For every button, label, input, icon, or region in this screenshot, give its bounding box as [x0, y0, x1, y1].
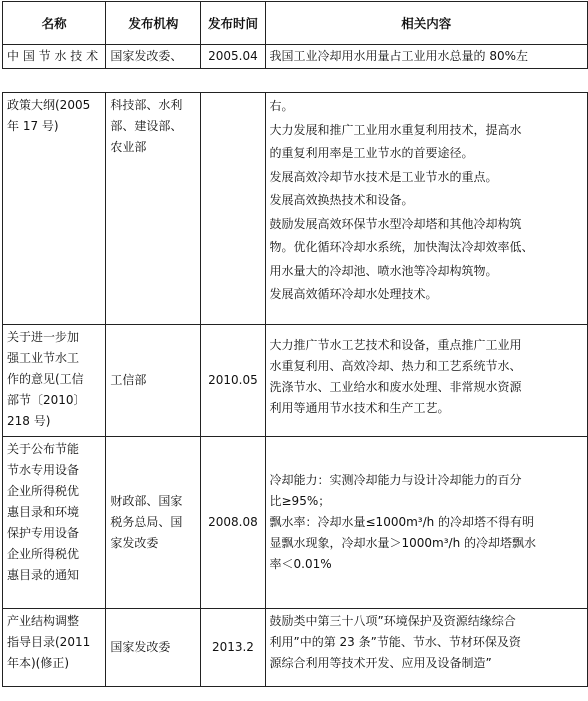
table-row — [3, 609, 588, 687]
policy-table-top — [2, 1, 588, 69]
row-content — [265, 609, 588, 687]
name-line: 强工业节水工 — [7, 351, 80, 365]
row-name — [3, 609, 106, 687]
content-line: 飘水率：冷却水量≤1000m³/h 的冷却塔不得有明 — [269, 515, 535, 529]
name-line: 指导目录(2011 — [7, 635, 91, 649]
content-line: 鼓励发展高效环保节水型冷却塔和其他冷却构筑 — [269, 216, 522, 231]
content-line: 洗涤节水、工业给水和废水处理、非常规水资源 — [269, 380, 522, 394]
header-date: 发布时间 — [201, 2, 265, 45]
row-name — [3, 93, 106, 325]
content-line: 右。 — [269, 99, 294, 113]
header-name: 名称 — [3, 2, 106, 45]
row-date — [201, 93, 265, 325]
name-line: 年本)(修正) — [7, 656, 70, 670]
row-name — [3, 325, 106, 437]
name-line: 节水专用设备 — [7, 463, 80, 477]
name-line: 企业所得税优 — [7, 484, 80, 498]
name-line: 企业所得税优 — [7, 547, 80, 561]
org-line: 国家发改委 — [110, 640, 171, 654]
name-line: 惠目录的通知 — [7, 568, 80, 582]
content-line: 水重复利用、高效冷却、热力和工艺系统节水、 — [269, 359, 522, 373]
org-line: 税务总局、国 — [110, 515, 183, 529]
table-row — [3, 45, 588, 69]
name-line: 部节〔2010〕 — [7, 393, 86, 407]
row-name: 中 国 节 水 技 术 — [3, 45, 106, 69]
org-line: 财政部、国家 — [110, 494, 183, 508]
content-line: 源综合利用等技术开发、应用及设备制造” — [269, 656, 492, 670]
name-line: 保护专用设备 — [7, 526, 80, 540]
name-line: 惠目录和环境 — [7, 505, 80, 519]
row-org: 国家发改委、 — [106, 45, 201, 69]
name-line: 关于公布节能 — [7, 442, 80, 456]
table-row — [3, 325, 588, 437]
content-line: 利用”中的第 23 条”节能、节水、节材环保及资 — [269, 635, 521, 649]
content-line: 比≥95%； — [269, 494, 331, 508]
content-line: 的重复利用率是工业节水的首要途径。 — [269, 146, 474, 160]
row-date: 2005.04 — [201, 45, 265, 69]
org-line: 部、建设部、 — [110, 119, 183, 133]
header-row — [3, 2, 588, 45]
name-line: 关于进一步加 — [7, 330, 80, 344]
row-org — [106, 437, 201, 609]
content-line: 率＜0.01% — [269, 557, 332, 571]
content-line: 大力推广节水工艺技术和设备，重点推广工业用 — [269, 338, 522, 352]
row-content: 我国工业冷却用水用量占工业用水总量的 80%左 — [265, 45, 588, 69]
row-content — [265, 93, 588, 325]
content-line: 大力发展和推广工业用水重复利用技术，提高水 — [269, 122, 522, 137]
row-date: 2010.05 — [201, 325, 265, 437]
content-line: 冷却能力：实测冷却能力与设计冷却能力的百分 — [269, 473, 522, 487]
row-date: 2008.08 — [201, 437, 265, 609]
table-row — [3, 93, 588, 325]
header-org: 发布机构 — [106, 2, 201, 45]
org-line: 科技部、水利 — [110, 98, 183, 112]
row-org — [106, 609, 201, 687]
content-line: 物。优化循环冷却水系统，加快淘汰冷却效率低、 — [269, 240, 534, 254]
name-line: 产业结构调整 — [7, 614, 80, 628]
content-line: 鼓励类中第三十八项”环境保护及资源结缘综合 — [269, 614, 516, 628]
content-line: 发展高效循环冷却水处理技术。 — [269, 287, 438, 301]
name-line: 作的意见(工信 — [7, 372, 84, 386]
name-line: 政策大纲(2005 — [7, 98, 91, 112]
row-name — [3, 437, 106, 609]
name-line: 218 号) — [7, 414, 51, 428]
content-line: 显飘水现象，冷却水量＞1000m³/h 的冷却塔飘水 — [269, 536, 537, 550]
row-org — [106, 93, 201, 325]
content-line: 用水量大的冷却池、喷水池等冷却构筑物。 — [269, 263, 498, 278]
row-content — [265, 437, 588, 609]
org-line: 家发改委 — [110, 536, 159, 550]
header-content: 相关内容 — [265, 2, 588, 45]
content-line: 发展高效换热技术和设备。 — [269, 193, 414, 207]
org-line: 工信部 — [110, 373, 147, 387]
org-line: 农业部 — [110, 140, 147, 154]
name-line: 年 17 号) — [7, 119, 59, 133]
content-line: 发展高效冷却节水技术是工业节水的重点。 — [269, 169, 498, 184]
content-line: 利用等通用节水技术和生产工艺。 — [269, 401, 450, 415]
row-org — [106, 325, 201, 437]
row-date: 2013.2 — [201, 609, 265, 687]
row-content — [265, 325, 588, 437]
policy-table-continued — [2, 92, 588, 687]
table-row — [3, 437, 588, 609]
